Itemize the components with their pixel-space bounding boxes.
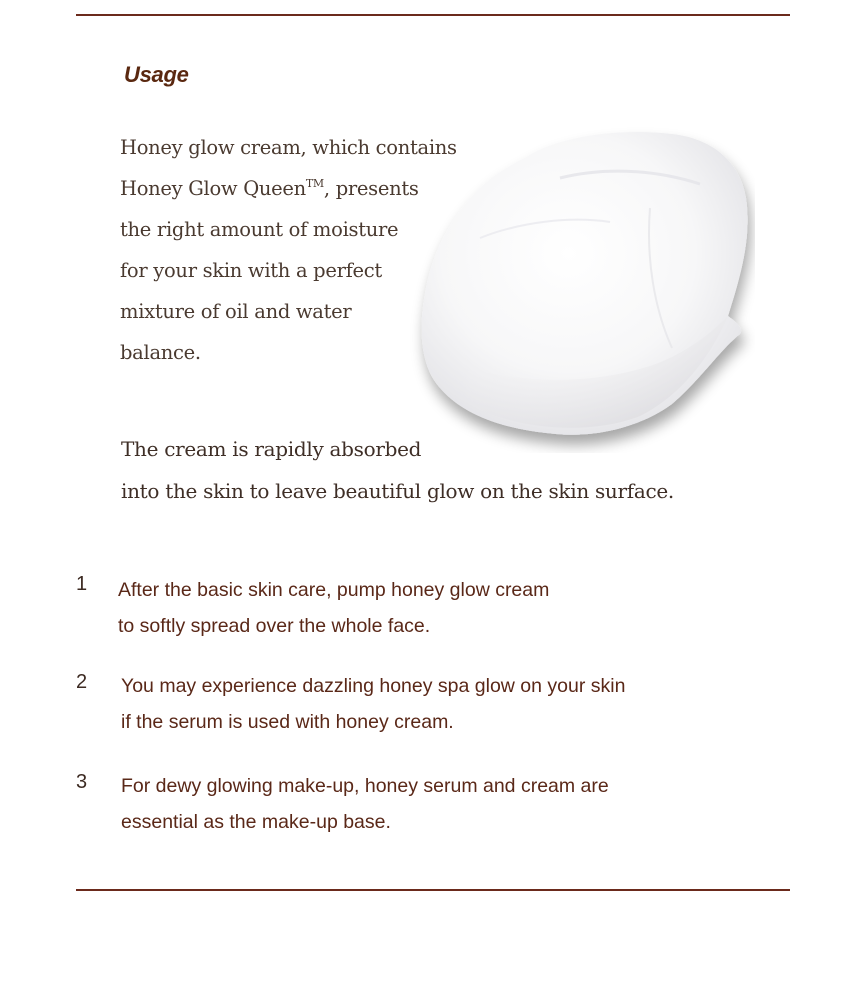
trademark-mark: TM bbox=[305, 177, 324, 190]
top-divider bbox=[76, 14, 790, 16]
step-line-1: You may experience dazzling honey spa glow on your skin bbox=[121, 675, 626, 697]
absorb-paragraph bbox=[121, 428, 674, 512]
intro-line-2-suffix: , presents bbox=[323, 177, 419, 200]
absorb-line-2: into the skin to leave beautiful glow on the skin surface. bbox=[121, 479, 674, 503]
intro-line-1: Honey glow cream, which contains bbox=[120, 136, 457, 159]
step-number: 2 bbox=[76, 671, 88, 693]
intro-line-5: mixture of oil and water bbox=[120, 300, 352, 323]
bottom-divider bbox=[76, 889, 790, 891]
step-text bbox=[121, 668, 625, 740]
absorb-line-1: The cream is rapidly absorbed bbox=[121, 437, 422, 461]
intro-line-4: for your skin with a perfect bbox=[120, 259, 382, 282]
intro-line-3: the right amount of moisture bbox=[120, 218, 399, 241]
step-text bbox=[121, 768, 609, 840]
step-line-2: essential as the make-up base. bbox=[121, 811, 391, 833]
step-number: 1 bbox=[76, 573, 88, 595]
step-line-1: After the basic skin care, pump honey glow cream bbox=[118, 579, 550, 601]
cream-swatch-icon bbox=[410, 118, 755, 453]
product-name: Honey Glow Queen bbox=[120, 177, 306, 200]
intro-line-6: balance. bbox=[120, 341, 201, 364]
section-heading: Usage bbox=[124, 62, 189, 87]
step-text bbox=[118, 572, 549, 644]
step-line-2: to softly spread over the whole face. bbox=[118, 615, 431, 637]
step-line-2: if the serum is used with honey cream. bbox=[121, 711, 454, 733]
step-number: 3 bbox=[76, 771, 88, 793]
step-line-1: For dewy glowing make-up, honey serum and cream are bbox=[121, 775, 609, 797]
